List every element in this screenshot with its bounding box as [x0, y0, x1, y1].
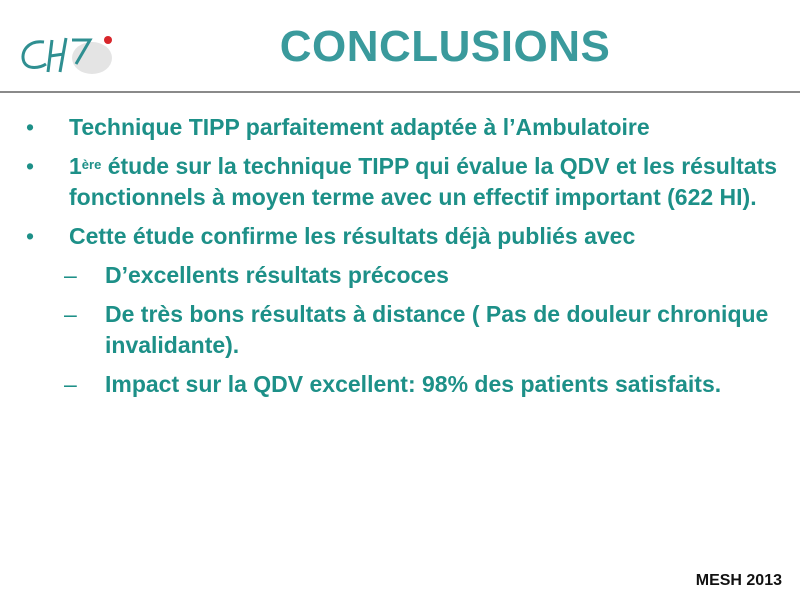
dash-marker: –: [64, 371, 77, 397]
sub-list-item: [26, 260, 786, 291]
list-item: [26, 112, 786, 143]
bullet-marker: •: [26, 114, 35, 140]
dash-marker: –: [64, 262, 77, 288]
sub-list-item: [26, 299, 786, 361]
dash-marker: –: [64, 301, 77, 327]
footer-label: MESH 2013: [695, 572, 782, 589]
list-item: [26, 221, 786, 252]
superscript: ère: [81, 157, 102, 172]
list-item-text: Impact sur la QDV excellent: 98% des patients satisfaits.: [105, 371, 722, 397]
list-item-text: D’excellents résultats précoces: [105, 262, 449, 288]
list-item-text: Cette étude confirme les résultats déjà publiés avec: [69, 223, 636, 249]
list-item: [26, 151, 786, 213]
list-item-text: étude sur la technique TIPP qui évalue la QDV et les résultats fonctionnels à moyen terme avec un effectif important (622 HI).: [69, 153, 778, 210]
bullet-marker: •: [26, 223, 35, 249]
slide-title: CONCLUSIONS: [279, 22, 611, 71]
sub-list-item: [26, 369, 786, 400]
list-item-text: Technique TIPP parfaitement adaptée à l’Ambulatoire: [69, 114, 650, 140]
bullet-marker: •: [26, 153, 35, 179]
conclusions-list: [26, 112, 786, 408]
title-divider: [0, 91, 800, 93]
list-item-text: De très bons résultats à distance ( Pas de douleur chronique invalidante).: [105, 301, 769, 358]
list-item-prefix: 1: [69, 153, 82, 179]
